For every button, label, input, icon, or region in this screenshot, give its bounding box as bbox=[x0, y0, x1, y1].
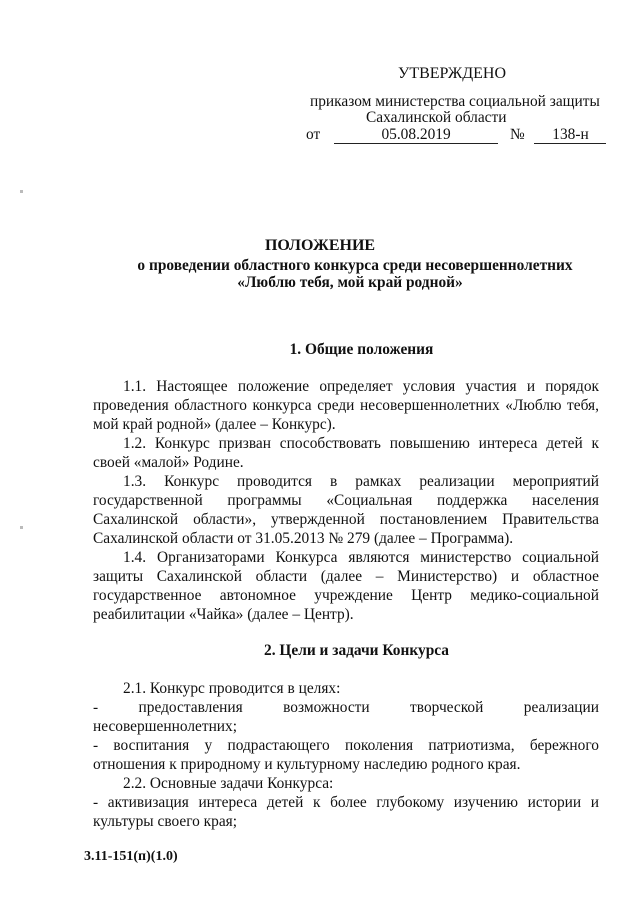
paragraph-1-2: 1.2. Конкурс призван способствовать повышению интереса детей к своей «малой» Родине. bbox=[93, 435, 599, 471]
number-label: № bbox=[509, 126, 525, 143]
goal-item-2: - воспитания у подрастающего поколения патриотизма, бережного отношения к природному и культурному наследию родного края. bbox=[93, 737, 599, 773]
paragraph-1-4: 1.4. Организаторами Конкурса являются министерство социальной защиты Сахалинской области (далее – Министерство) и областное государственное автономное учреждение Центр медико-социальной реабилитации «Чайка» (далее – Центр). bbox=[93, 549, 599, 623]
from-label: от bbox=[306, 126, 321, 143]
section-2-heading: 2. Цели и задачи Конкурса bbox=[264, 642, 449, 659]
paragraph-1-1: 1.1. Настоящее положение определяет условия участия и порядок проведения областного конкурса среди несовершеннолетних «Люблю тебя, мой край родной» (далее – Конкурс). bbox=[93, 378, 599, 433]
goal-item-1: - предоставления возможности творческой реализации несовершеннолетних; bbox=[93, 699, 599, 735]
paragraph-2-2: 2.2. Основные задачи Конкурса: bbox=[123, 775, 334, 792]
approval-date-number-line bbox=[306, 125, 602, 144]
approval-number: 138-н bbox=[534, 127, 606, 144]
approval-region-line: Сахалинской области bbox=[366, 109, 507, 126]
approval-date: 05.08.2019 bbox=[334, 127, 498, 144]
paragraph-1-3: 1.3. Конкурс проводится в рамках реализации мероприятий государственной программы «Социальная поддержка населения Сахалинской области», утвержденной постановлением Правительства Сахалинской области от 31.05.2013 № 279 (далее – Программа). bbox=[93, 473, 599, 547]
paragraph-2-1: 2.1. Конкурс проводится в целях: bbox=[123, 680, 341, 697]
task-item-1: - активизация интереса детей к более глубокому изучению истории и культуры своего края; bbox=[93, 794, 599, 830]
scan-mark bbox=[20, 190, 23, 193]
approval-order-line: приказом министерства социальной защиты bbox=[310, 93, 600, 110]
scan-mark bbox=[20, 526, 23, 529]
document-subtitle-2: «Люблю тебя, мой край родной» bbox=[237, 274, 463, 291]
section-1-heading: 1. Общие положения bbox=[289, 341, 434, 358]
document-title: ПОЛОЖЕНИЕ bbox=[264, 237, 376, 254]
approval-header: УТВЕРЖДЕНО bbox=[398, 65, 507, 82]
document-subtitle-1: о проведении областного конкурса среди несовершеннолетних bbox=[137, 257, 573, 274]
section-1-body bbox=[93, 377, 599, 624]
document-code: 3.11-151(п)(1.0) bbox=[84, 849, 178, 864]
section-2-body bbox=[93, 679, 599, 831]
